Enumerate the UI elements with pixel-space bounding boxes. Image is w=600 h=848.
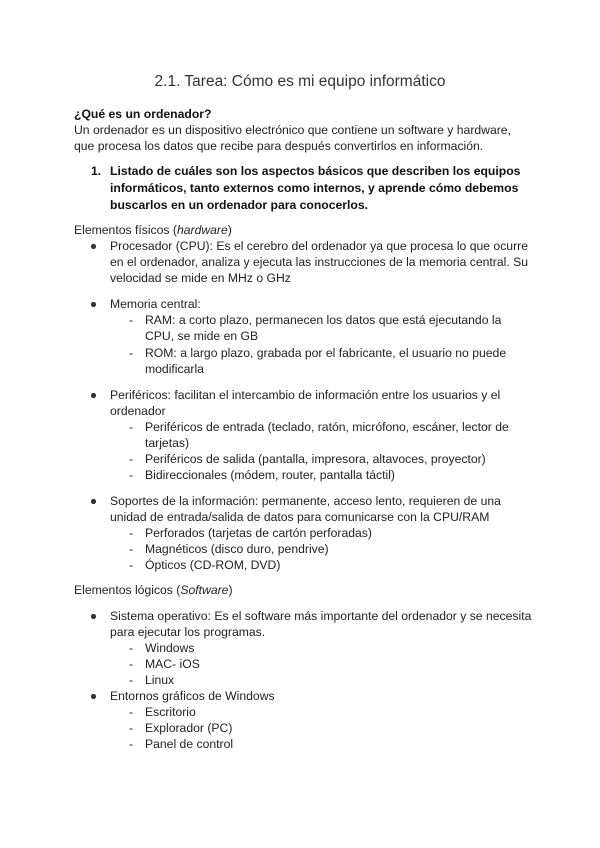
dash-marker: - bbox=[129, 705, 134, 719]
ram-line-1: RAM: a corto plazo, permanecen los datos que está ejecutando la bbox=[145, 313, 502, 327]
dash-marker: - bbox=[129, 641, 134, 655]
input-line-2: tarjetas) bbox=[145, 436, 190, 450]
task-line-3: buscarlos en un ordenador para conocerlos. bbox=[110, 198, 369, 212]
bidirectional-item: Bidireccionales (módem, router, pantalla táctil) bbox=[145, 468, 395, 482]
question-line-2: que procesa los datos que recibe para después convertirlos en información. bbox=[74, 139, 484, 153]
dash-marker: - bbox=[129, 737, 134, 751]
memory-item: Memoria central: bbox=[110, 297, 201, 311]
task-number: 1. bbox=[91, 164, 102, 178]
dash-marker: - bbox=[129, 542, 134, 556]
bullet-icon bbox=[91, 302, 96, 307]
dash-marker: - bbox=[129, 452, 134, 466]
task-line-2: informáticos, tanto externos como internos, y aprende cómo debemos bbox=[110, 181, 519, 195]
peripherals-line-1: Periféricos: facilitan el intercambio de información entre los usuarios y el bbox=[110, 388, 501, 402]
magnetic-item: Magnéticos (disco duro, pendrive) bbox=[145, 542, 329, 556]
dash-marker: - bbox=[129, 673, 134, 687]
storage-line-1: Soportes de la información: permanente, acceso lento, requieren de una bbox=[110, 494, 501, 508]
optical-item: Ópticos (CD-ROM, DVD) bbox=[145, 558, 281, 572]
perforated-item: Perforados (tarjetas de cartón perforadas) bbox=[145, 526, 372, 540]
cpu-line-2: en el ordenador, analiza y ejecuta las instrucciones de la memoria central. Su bbox=[110, 255, 528, 269]
dash-marker: - bbox=[129, 468, 134, 482]
dash-marker: - bbox=[129, 558, 134, 572]
dash-marker: - bbox=[129, 420, 134, 434]
env-item-explorer: Explorador (PC) bbox=[145, 721, 233, 735]
question-line-1: Un ordenador es un dispositivo electrónico que contiene un software y hardware, bbox=[74, 123, 511, 137]
question-heading: ¿Qué es un ordenador? bbox=[74, 107, 212, 121]
env-item: Entornos gráficos de Windows bbox=[110, 689, 275, 703]
dash-marker: - bbox=[129, 657, 134, 671]
bullet-icon bbox=[91, 694, 96, 699]
dash-marker: - bbox=[129, 346, 134, 360]
cpu-line-1: Procesador (CPU): Es el cerebro del ordenador ya que procesa lo que ocurre bbox=[110, 239, 528, 253]
os-item-mac: MAC- iOS bbox=[145, 657, 200, 671]
os-item-linux: Linux bbox=[145, 673, 175, 687]
cpu-line-3: velocidad se mide en MHz o GHz bbox=[110, 271, 291, 285]
env-item-control-panel: Panel de control bbox=[145, 737, 234, 751]
bullet-icon bbox=[91, 393, 96, 398]
rom-line-1: ROM: a largo plazo, grabada por el fabricante, el usuario no puede bbox=[145, 346, 507, 360]
dash-marker: - bbox=[129, 526, 134, 540]
env-item-desktop: Escritorio bbox=[145, 705, 196, 719]
input-line-1: Periféricos de entrada (teclado, ratón, micrófono, escáner, lector de bbox=[145, 420, 509, 434]
os-line-1: Sistema operativo: Es el software más importante del ordenador y se necesita bbox=[110, 609, 532, 623]
bullet-icon bbox=[91, 244, 96, 249]
rom-line-2: modificarla bbox=[145, 362, 204, 376]
task-line-1: Listado de cuáles son los aspectos básicos que describen los equipos bbox=[110, 164, 521, 178]
peripherals-line-2: ordenador bbox=[110, 404, 166, 418]
dash-marker: - bbox=[129, 313, 134, 327]
ram-line-2: CPU, se mide en GB bbox=[145, 329, 259, 343]
page-title: 2.1. Tarea: Cómo es mi equipo informático bbox=[154, 73, 446, 90]
logical-label: Elementos lógicos (Software) bbox=[74, 583, 233, 597]
bullet-icon bbox=[91, 614, 96, 619]
os-line-2: para ejecutar los programas. bbox=[110, 625, 266, 639]
dash-marker: - bbox=[129, 721, 134, 735]
physical-label: Elementos físicos (hardware) bbox=[74, 223, 232, 237]
output-item: Periféricos de salida (pantalla, impresora, altavoces, proyector) bbox=[145, 452, 486, 466]
os-item-windows: Windows bbox=[145, 641, 195, 655]
bullet-icon bbox=[91, 499, 96, 504]
storage-line-2: unidad de entrada/salida de datos para comunicarse con la CPU/RAM bbox=[110, 510, 490, 524]
